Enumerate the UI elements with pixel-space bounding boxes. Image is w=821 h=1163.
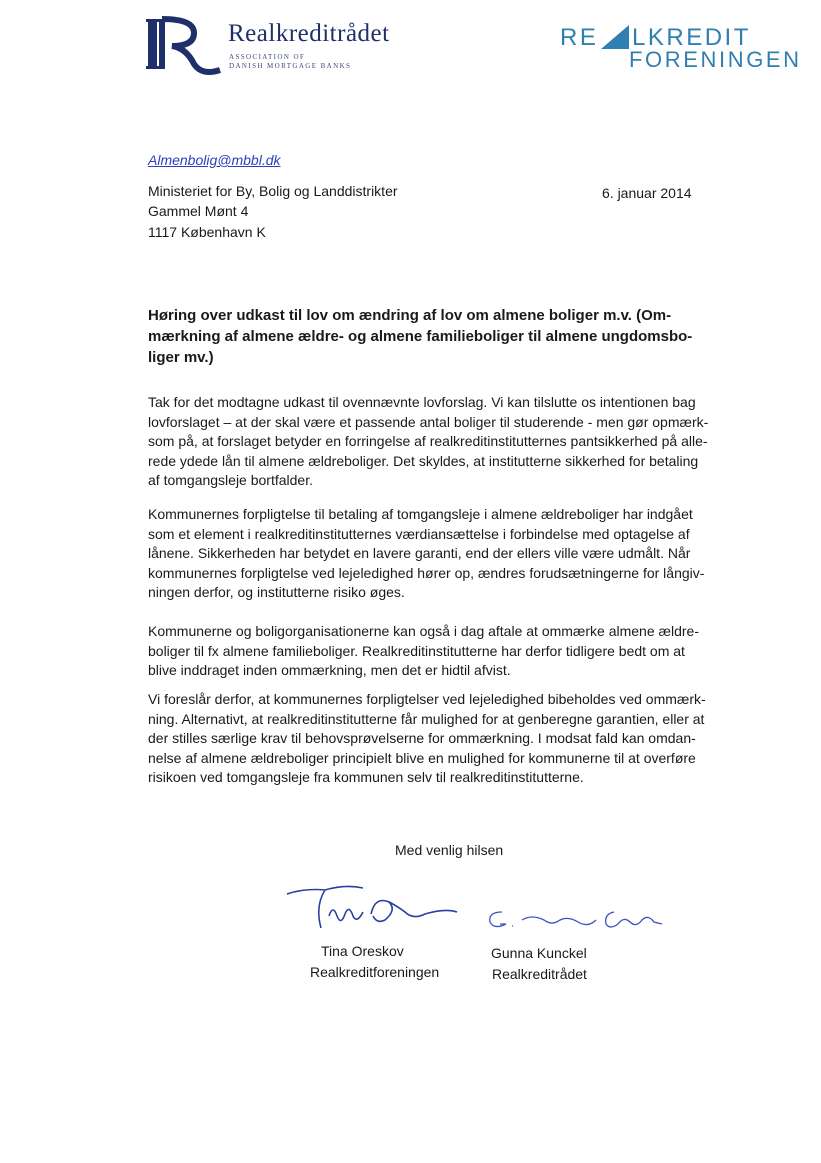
paragraph-line: lånene. Sikkerheden har betydet en lavere garanti, end der ellers ville være udmålt. Når: [148, 545, 691, 561]
logo-text-foreningen: FORENINGEN: [629, 47, 802, 72]
logo-triangle-icon: [601, 25, 629, 49]
closing-greeting: Med venlig hilsen: [395, 842, 504, 858]
paragraph-line: ningen derfor, og institutterne risiko øges.: [148, 584, 405, 600]
paragraph-line: kommunernes forpligtelse ved lejeledighed hører op, ændres forudsætningerne for långiv-: [148, 564, 705, 581]
signature-tina-oreskov: [285, 876, 460, 936]
realkreditraadet-logo-name: Realkreditrådet: [228, 20, 390, 47]
signer-1-name: Tina Oreskov: [321, 943, 404, 959]
recipient-line-3: 1117 København K: [148, 224, 266, 240]
title-line: liger mv.): [148, 349, 214, 366]
paragraph-line: af tomgangsleje bortfalder.: [148, 472, 313, 488]
paragraph-line: Tak for det modtagne udkast til ovennævnte lovforslag. Vi kan tilslutte os intentionen bag: [148, 394, 696, 410]
paragraph-line: rede ydede lån til almene ældreboliger. Det skyldes, at institutterne sikkerhed for betaling: [148, 452, 699, 469]
paragraph-line: der stilles særlige krav til behovsprøvelserne for ommærkning. I modsat fald kan omdan-: [148, 730, 696, 746]
title-line: mærkning af almene ældre- og almene familieboliger til almene ungdomsbo-: [148, 328, 693, 345]
paragraph-line: Kommunerne og boligorganisationerne kan også i dag aftale at ommærke almene ældre-: [148, 623, 699, 639]
realkreditraadet-monogram-icon: [146, 16, 224, 76]
logo-text-re: RE: [560, 24, 599, 51]
logo-subtitle-line1: ASSOCIATION OF: [229, 53, 306, 61]
realkreditforeningen-logo: [560, 22, 802, 74]
title-line: Høring over udkast til lov om ændring af lov om almene boliger m.v. (Om-: [148, 307, 672, 324]
paragraph-line: Vi foreslår derfor, at kommunernes forpligtelser ved lejeledighed bibeholdes ved ommærk-: [148, 691, 706, 707]
logo-text-lkredit: LKREDIT: [632, 24, 751, 51]
paragraph-line: lovforslaget – at der skal være et passende antal boliger til studerende - men gør opmærk-: [148, 413, 709, 430]
paragraph-line: nelse af almene ældreboliger principielt blive en mulighed for kommunerne til at overføre: [148, 749, 696, 766]
signature-gunna-kunckel: [484, 900, 669, 936]
letter-title: [148, 305, 768, 368]
paragraph-2: [148, 505, 768, 603]
paragraph-4: [148, 690, 768, 788]
logo-subtitle-line2: DANISH MORTGAGE BANKS: [229, 62, 352, 70]
paragraph-line: Kommunernes forpligtelse til betaling af tomgangsleje i almene ældreboliger har indgået: [148, 506, 693, 522]
signer-1-org: Realkreditforeningen: [310, 964, 440, 980]
paragraph-line: som et element i realkreditinstitutternes værdiansættelse i forbindelse med optagelse af: [148, 525, 690, 542]
paragraph-line: blive inddraget inden ommærkning, men det er hidtil afvist.: [148, 662, 511, 678]
paragraph-line: ning. Alternativt, at realkreditinstitutterne får mulighed for at genberegne garantien, eller at: [148, 710, 705, 727]
paragraph-1: [148, 393, 768, 491]
paragraph-line: risikoen ved tomgangsleje fra kommunen selv til realkreditinstitutterne.: [148, 769, 584, 785]
paragraph-3: [148, 622, 768, 681]
recipient-line-1: Ministeriet for By, Bolig og Landdistrikter: [148, 183, 398, 199]
paragraph-line: boliger til fx almene familieboliger. Realkreditinstitutterne har derfor tidligere bedt om at: [148, 642, 685, 659]
recipient-line-2: Gammel Mønt 4: [148, 203, 249, 219]
realkreditraadet-logo: [146, 16, 426, 78]
letter-date: 6. januar 2014: [602, 185, 692, 201]
email-link[interactable]: Almenbolig@mbbl.dk: [148, 152, 281, 168]
paragraph-line: som på, at forslaget betyder en forringelse af realkreditinstitutternes pantsikkerhed på alle-: [148, 433, 708, 449]
signer-2-name: Gunna Kunckel: [491, 945, 587, 961]
signer-2-org: Realkreditrådet: [492, 966, 587, 982]
